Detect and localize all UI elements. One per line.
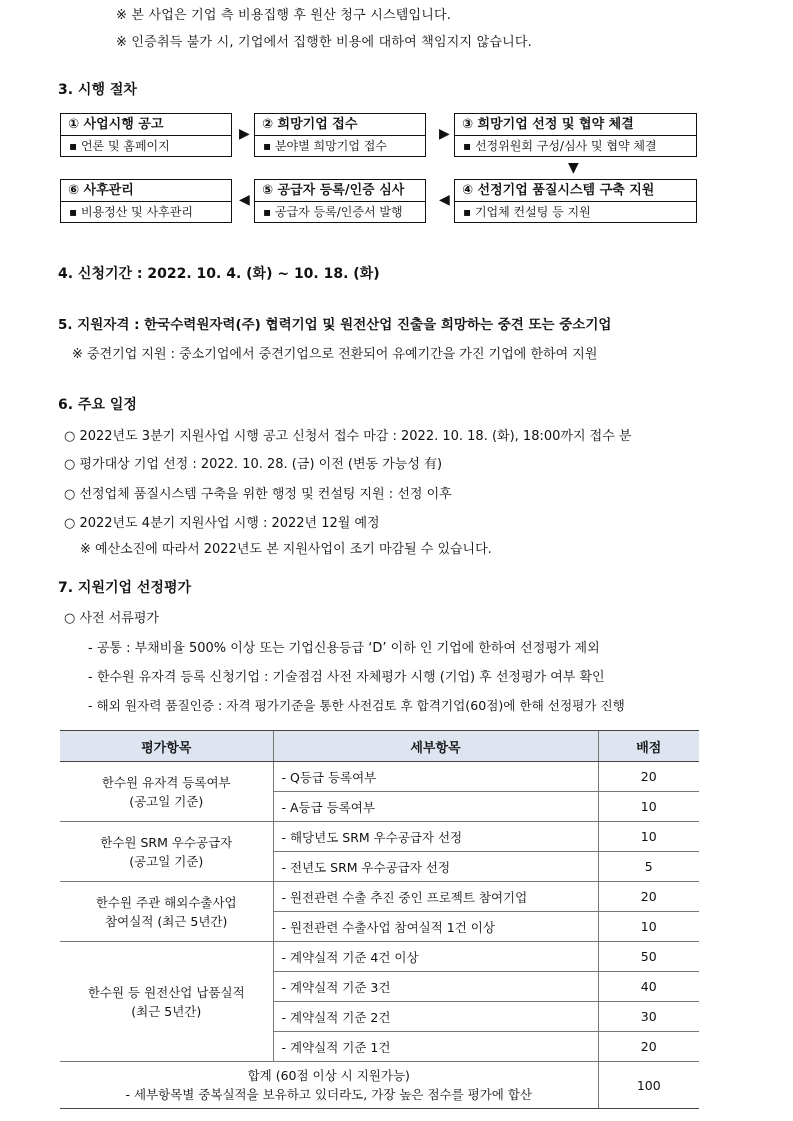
category-cell: 한수원 SRM 우수공급자 (공고일 기준) bbox=[60, 822, 273, 882]
evaluation-table bbox=[60, 730, 699, 1109]
detail-cell: - 원전관련 수출 추진 중인 프로젝트 참여기업 bbox=[273, 882, 598, 912]
screening-item: - 한수원 유자격 등록 신청기업 : 기술점검 사전 자체평가 시행 (기업) 후 선정평가 여부 확인 bbox=[88, 670, 605, 685]
flow-step-title: ⑤ 공급자 등록/인증 심사 bbox=[255, 180, 425, 202]
table-row bbox=[60, 942, 699, 972]
score-cell: 10 bbox=[598, 822, 699, 852]
category-cell: 한수원 등 원전산업 납품실적 (최근 5년간) bbox=[60, 942, 273, 1062]
header-category: 평가항목 bbox=[60, 731, 273, 762]
flow-step-1 bbox=[60, 113, 232, 157]
flow-step-desc: ▪ 선정위원회 구성/심사 및 협약 체결 bbox=[463, 139, 657, 153]
flow-step-title: ④ 선정기업 품질시스템 구축 지원 bbox=[455, 180, 696, 202]
schedule-note: ※ 예산소진에 따라서 2022년도 본 지원사업이 조기 마감될 수 있습니다. bbox=[80, 542, 492, 557]
flow-step-desc: ▪ 비용정산 및 사후관리 bbox=[69, 205, 193, 219]
screening-item: - 공통 : 부채비율 500% 이상 또는 기업신용등급 ‘D’ 이하 인 기업에 한하여 선정평가 제외 bbox=[88, 641, 600, 656]
detail-cell: - 전년도 SRM 우수공급자 선정 bbox=[273, 852, 598, 882]
score-cell: 20 bbox=[598, 762, 699, 792]
detail-cell: - A등급 등록여부 bbox=[273, 792, 598, 822]
section7-subheading: ○ 사전 서류평가 bbox=[64, 611, 159, 626]
category-cell: 한수원 주관 해외수출사업 참여실적 (최근 5년간) bbox=[60, 882, 273, 942]
flow-step-desc: ▪ 언론 및 홈페이지 bbox=[69, 139, 170, 153]
schedule-item: ○ 평가대상 기업 선정 : 2022. 10. 28. (금) 이전 (변동 가능성 有) bbox=[64, 457, 443, 472]
section5-note: ※ 중견기업 지원 : 중소기업에서 중견기업으로 전환되어 유예기간을 가진 기업에 한하여 지원 bbox=[72, 347, 598, 362]
score-cell: 20 bbox=[598, 882, 699, 912]
flow-step-5 bbox=[254, 179, 426, 223]
flow-step-title: ① 사업시행 공고 bbox=[61, 114, 231, 136]
table-row bbox=[60, 762, 699, 792]
total-cell: 합계 (60점 이상 시 지원가능) - 세부항목별 중복실적을 보유하고 있더라도, 가장 높은 점수를 평가에 합산 bbox=[60, 1062, 598, 1109]
header-detail: 세부항목 bbox=[273, 731, 598, 762]
score-cell: 20 bbox=[598, 1032, 699, 1062]
arrow-down-icon: ▼ bbox=[568, 160, 579, 176]
section4-heading: 4. 신청기간 : 2022. 10. 4. (화) ~ 10. 18. (화) bbox=[58, 266, 380, 282]
total-score-cell: 100 bbox=[598, 1062, 699, 1109]
section7-heading: 7. 지원기업 선정평가 bbox=[58, 580, 191, 596]
category-cell: 한수원 유자격 등록여부 (공고일 기준) bbox=[60, 762, 273, 822]
flow-step-2 bbox=[254, 113, 426, 157]
note-reimbursement: ※ 본 사업은 기업 측 비용집행 후 원산 청구 시스템입니다. bbox=[116, 8, 452, 23]
flow-step-title: ⑥ 사후관리 bbox=[61, 180, 231, 202]
detail-cell: - 계약실적 기준 3건 bbox=[273, 972, 598, 1002]
detail-cell: - 원전관련 수출사업 참여실적 1건 이상 bbox=[273, 912, 598, 942]
table-total-row bbox=[60, 1062, 699, 1109]
score-cell: 10 bbox=[598, 912, 699, 942]
table-row bbox=[60, 822, 699, 852]
header-score: 배점 bbox=[598, 731, 699, 762]
score-cell: 30 bbox=[598, 1002, 699, 1032]
arrow-left-icon: ◀ bbox=[239, 192, 250, 208]
score-cell: 5 bbox=[598, 852, 699, 882]
note-liability: ※ 인증취득 불가 시, 기업에서 집행한 비용에 대하여 책임지지 않습니다. bbox=[116, 35, 532, 50]
flow-step-title: ② 희망기업 접수 bbox=[255, 114, 425, 136]
flow-step-4 bbox=[454, 179, 697, 223]
table-row bbox=[60, 882, 699, 912]
section5-heading: 5. 지원자격 : 한국수력원자력(주) 협력기업 및 원전산업 진출을 희망하는 중견 또는 중소기업 bbox=[58, 317, 612, 333]
score-cell: 10 bbox=[598, 792, 699, 822]
flow-step-desc: ▪ 기업체 컨설팅 등 지원 bbox=[463, 205, 591, 219]
score-cell: 40 bbox=[598, 972, 699, 1002]
table-header-row bbox=[60, 731, 699, 762]
arrow-left-icon: ◀ bbox=[439, 192, 450, 208]
detail-cell: - 계약실적 기준 1건 bbox=[273, 1032, 598, 1062]
detail-cell: - 해당년도 SRM 우수공급자 선정 bbox=[273, 822, 598, 852]
flow-step-3 bbox=[454, 113, 697, 157]
detail-cell: - Q등급 등록여부 bbox=[273, 762, 598, 792]
flow-step-desc: ▪ 분야별 희망기업 접수 bbox=[263, 139, 387, 153]
schedule-item: ○ 2022년도 3분기 지원사업 시행 공고 신청서 접수 마감 : 2022. 10. 18. (화), 18:00까지 접수 분 bbox=[64, 429, 632, 444]
flow-step-title: ③ 희망기업 선정 및 협약 체결 bbox=[455, 114, 696, 136]
flow-step-6 bbox=[60, 179, 232, 223]
flow-step-desc: ▪ 공급자 등록/인증서 발행 bbox=[263, 205, 403, 219]
schedule-item: ○ 2022년도 4분기 지원사업 시행 : 2022년 12월 예정 bbox=[64, 516, 380, 531]
screening-item: - 해외 원자력 품질인증 : 자격 평가기준을 통한 사전검토 후 합격기업(60점)에 한해 선정평가 진행 bbox=[88, 698, 625, 713]
detail-cell: - 계약실적 기준 2건 bbox=[273, 1002, 598, 1032]
detail-cell: - 계약실적 기준 4건 이상 bbox=[273, 942, 598, 972]
section3-heading: 3. 시행 절차 bbox=[58, 82, 137, 98]
arrow-right-icon: ▶ bbox=[439, 126, 450, 142]
schedule-item: ○ 선정업체 품질시스템 구축을 위한 행정 및 컨설팅 지원 : 선정 이후 bbox=[64, 487, 452, 502]
section6-heading: 6. 주요 일정 bbox=[58, 397, 137, 413]
arrow-right-icon: ▶ bbox=[239, 126, 250, 142]
score-cell: 50 bbox=[598, 942, 699, 972]
